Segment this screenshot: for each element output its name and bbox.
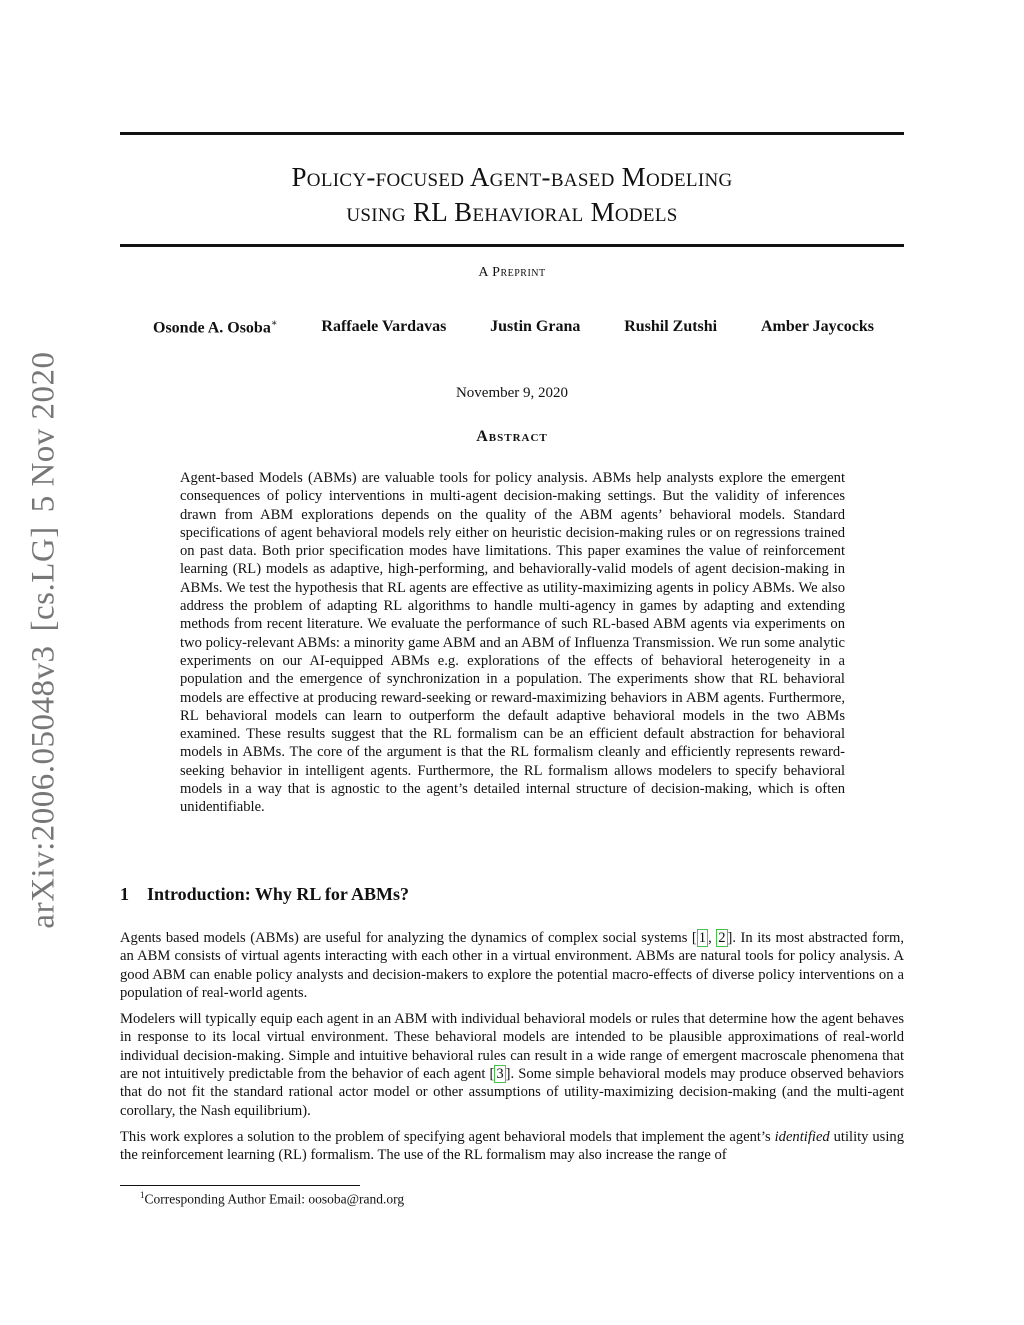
arxiv-category: [cs.LG] [25,526,62,632]
author: Rushil Zutshi [624,318,718,335]
paper-date: November 9, 2020 [455,385,569,401]
arxiv-date: 5 Nov 2020 [25,351,62,513]
paragraph: Agents based models (ABMs) are useful for analyzing the dynamics of complex social systems [ 1 , 2 ]. In its most abstracted form, an ABM consists of virtual agents interacting with each other in a virtual environment. ABMs are natural tools for policy analysis. A good ABM can enable policy analysts and decision-makers to explore the potential macro-effects of diverse policy interventions on a population of real-world agents. [120,930,905,1001]
abstract-heading: Abstract [476,428,548,445]
author: Raffaele Vardavas [321,318,447,335]
section-heading [120,884,409,905]
author: Osonde A. Osoba∗ [153,318,278,337]
title-line-2: using RL Behavioral Models [346,197,678,227]
author: Amber Jaycocks [760,318,874,335]
author-list [120,318,904,337]
section-number: 1 [120,884,129,904]
citation-link[interactable]: 3 [496,1066,504,1083]
arxiv-id[interactable]: arXiv:2006.05048v3 [25,645,62,929]
section-title: Introduction: Why RL for ABMs? [147,884,410,904]
paragraph: This work explores a solution to the problem of specifying agent behavioral models that implement the agent’s identified utility using the reinforcement learning (RL) formalism. The use of the RL formalism may also increase the range of [120,1128,904,1164]
body-text [120,929,904,1173]
title-line-1: Policy-focused Agent-based Modeling [291,162,733,192]
abstract-text: Agent-based Models (ABMs) are valuable tools for policy analysis. ABMs help analysts explore the emergent consequences of policy interventions in multi-agent decision-making settings. But the validity of inferences drawn from ABM explorations depends on the quality of the ABM agents’ behavioral models. Standard specifications of agent behavioral models rely either on heuristic decision-making rules or on regressions trained on past data. Both prior specification modes have limitations. This paper examines the value of reinforcement learning (RL) models as adaptive, high-performing, and behaviorally-valid models of agent decision-making in ABMs. We test the hypothesis that RL agents are effective as utility-maximizing agents in policy ABMs. We also address the problem of adapting RL algorithms to handle multi-agency in games by adapting and extending methods from recent literature. We evaluate the performance of such RL-based ABM agents via experiments on two policy-relevant ABMs: a minority game ABM and an ABM of Influenza Transmission. We run some analytic experiments on our AI-equipped ABMs e.g. explorations of the effects of behavioral heterogeneity in a population and the emergence of synchronization in a population. The experiments show that RL behavioral models are effective at producing reward-seeking or reward-maximizing behaviors in ABM agents. Furthermore, RL behavioral models can learn to outperform the default adaptive behavioral models in the two ABMs examined. These results suggest that the RL formalism can be an efficient default abstraction for behavioral models in ABMs. The core of the argument is that the RL formalism cleanly and efficiently represents reward-seeking behavior in intelligent agents. Furthermore, the RL formalism allows modelers to specify behavioral models in a way that is agnostic to the agent’s detailed internal structure of decision-making, which is often unidentifiable. [180,470,845,816]
author: Justin Grana [490,318,581,335]
footnote-rule [120,1185,360,1186]
title-rule-top [120,132,904,135]
footnote: $^1$Corresponding Author Email: oosoba@rand.org [140,1190,405,1207]
preprint-label: A Preprint [478,265,546,280]
arxiv-stamp [26,351,63,928]
citation-link[interactable]: 1 [698,930,707,946]
footnote-mark[interactable]: ∗ [270,318,278,329]
citation-link[interactable]: 2 [718,930,726,946]
title-rule-bottom [120,244,904,247]
footnote-text: Corresponding Author Email: oosoba@rand.org [144,1191,405,1207]
paragraph: Modelers will typically equip each agent in an ABM with individual behavioral models or rules that determine how the agent behaves in response to its local virtual environment. These behavioral models are intended to be plausible approximations of real-world individual decision-making. Simple and intuitive behavioral rules can result in a wide range of emergent macroscale phenomena that are not intuitively predictable from the behavior of each agent [ 3 ]. Some simple behavioral models may produce observed behaviors that do not fit the standard rational actor model or other assumptions of utility-maximizing decision-making (and the multi-agent corollary, the Nash equilibrium). [120,1011,904,1119]
paper-title [120,160,904,230]
